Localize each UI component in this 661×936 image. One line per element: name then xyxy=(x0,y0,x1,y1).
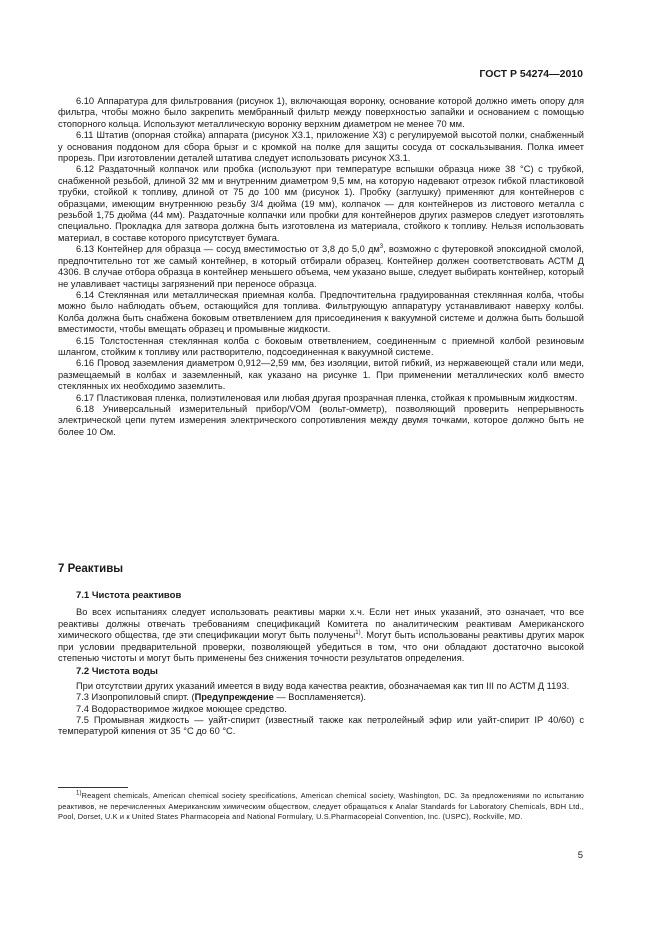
paragraph-7-1 xyxy=(58,607,584,664)
paragraph-6-18: 6.18 Универсальный измерительный прибор/VOM (вольт-омметр), позволяющий проверить непрерывность электрической цепи путем измерения электрического сопротивления между двумя точками, которое должно быть не более 10 Ом. xyxy=(58,403,584,437)
footnote-text-line xyxy=(58,791,584,823)
footnote-divider xyxy=(58,787,128,788)
paragraph-7-1-part-b: . Могут быть использованы реактивы других марок при условии предварительной проверки, позволяющей убедиться в том, что они обладают достаточно высокой степенью чистоты и могут быть применены без снижения точности результатов определения. xyxy=(58,630,585,664)
section-7-title: 7 Реактивы xyxy=(58,563,124,575)
footnote-text: Reagent chemicals, American chemical society specifications, American chemical society, Washington, DC. За предложениями по испытанию реактивов, не перечисленных Американским химическим обществом, следует обращаться к Analar Standards for Laboratory Chemicals, BDH Ltd., Pool, Dorset, U.K и к United States Pharmacopeia and National Formulary, U.S.Pharmacopeial Convention, Inc. (USPC), Rockville, MD. xyxy=(58,791,584,822)
paragraph-7-3-part-b: — Воспламеняется). xyxy=(273,692,367,703)
footnote xyxy=(58,791,584,823)
paragraph-6-16: 6.16 Провод заземления диаметром 0,912—2,59 мм, без изоляции, витой гибкий, из нержавеющей стали или меди, размещаемый в колбах и заземленный, как указано на рисунке 1. При применении металлических колб вместо стеклянных их необходимо заземлить. xyxy=(58,358,584,392)
subsection-7-2-title: 7.2 Чистота воды xyxy=(76,666,158,678)
paragraph-7-1-part-a: Во всех испытаниях следует использовать реактивы марки х.ч. Если нет иных указаний, это означает, что все реактивы должны отвечать требованиям спецификаций Комитета по аналитическим реактивам Американского химического общества, где эти спецификации могут быть получены xyxy=(58,607,584,641)
paragraph-6-13 xyxy=(58,244,584,290)
document-header: ГОСТ Р 54274—2010 xyxy=(479,68,583,80)
paragraph-6-11: 6.11 Штатив (опорная стойка) аппарата (рисунок Х3.1, приложение Х3) с регулируемой высотой полки, снабженный у основания поддоном для сбора брызг и с кромкой на полке для защиты сосуда от соскальзывания. Полка имеет прорезь. При изготовлении деталей штатива следует использовать рисунок Х3.1. xyxy=(58,130,584,164)
paragraph-6-14: 6.14 Стеклянная или металлическая приемная колба. Предпочтительна градуированная стеклянная колба, чтобы можно было наблюдать объем, остающийся для топлива. Фильтрующую аппаратуру устанавливают наверху колбы. Колба должна быть снабжена боковым ответвлением для присоединения к вакуумной системе и должна быть большой вместимости, чтобы вмещать образец и промывные жидкости. xyxy=(58,289,584,335)
section-6-body xyxy=(58,96,584,438)
page-number: 5 xyxy=(577,850,583,861)
footnote-ref: 1) xyxy=(355,630,361,637)
paragraph-6-10: 6.10 Аппаратура для фильтрования (рисунок 1), включающая воронку, основание которой должно иметь опору для фильтра, чтобы можно было закрепить мембранный фильтр между поверхностью запайки и основанием с помощью стопорного кольца. Используют металлическую воронку верхним диаметром не менее 70 мм. xyxy=(58,96,584,129)
paragraph-7-2: При отсутствии других указаний имеется в виду вода качества реактив, обозначаемая как тип III по АСТМ Д 1193. xyxy=(76,680,570,691)
paragraph-6-12: 6.12 Раздаточный колпачок или пробка (используют при температуре вспышки образца ниже 38 °C) с трубкой, снабженной резьбой, длиной 32 мм и внутренним диаметром 9,5 мм, на которую надевают отрезок гибкой пластиковой трубки, стойкой к топливу, длиной от 75 до 100 мм (рисунок 1). Пробку (заглушку) применяют для контейнеров с образцами, имеющим внутреннюю резьбу 3/4 дюйма (19 мм), колпачок — для контейнеров из листового металла с резьбой 1,75 дюйма (44 мм). Раздаточные колпачки или пробки для контейнеров других размеров следует изготовлять специально. Прокладка для затвора должна быть изготовлена из материала, стойкого к топливу. Нельзя использовать материал, в составе которого присутствует бумага. xyxy=(58,164,584,243)
paragraph-6-15: 6.15 Толстостенная стеклянная колба с боковым ответвлением, соединенным с приемной колбой резиновым шлангом, стойким к топливу или растворителю, подсоединенная к вакуумной системе. xyxy=(58,335,584,357)
subsection-7-1-title: 7.1 Чистота реактивов xyxy=(76,590,182,601)
paragraph-7-3-part-a: 7.3 Изопропиловый спирт. ( xyxy=(76,692,195,703)
warning-label: Предупреждение xyxy=(194,692,274,703)
paragraph-7-3 xyxy=(58,692,584,703)
paragraph-7-5: 7.5 Промывная жидкость — уайт-спирит (известный также как петролейный эфир или уайт-спирит IP 40/60) с температурой кипения от 35 °C до 60 °C. xyxy=(58,715,584,737)
footnote-marker: 1) xyxy=(76,790,82,797)
paragraph-6-13-part-a: 6.13 Контейнер для образца — сосуд вместимостью от 3,8 до 5,0 дм xyxy=(76,244,380,255)
paragraph-6-17: 6.17 Пластиковая пленка, полиэтиленовая или любая другая прозрачная пленка, стойкая к промывным жидкостям. xyxy=(76,392,578,403)
section-7-body xyxy=(58,590,584,738)
paragraph-6-13-part-b: , возможно с футеровкой эпоксидной смолой, предпочтительно тот же самый контейнер, в который отбирали образец. Контейнер должен соответствовать АСТМ Д 4306. В случае отбора образца в контейнер меньшего объема, чем указано выше, следует выбирать контейнер, который не улавливает частицы загрязнений при переносе образца. xyxy=(58,244,584,289)
superscript-3: 3 xyxy=(379,244,384,251)
paragraph-7-4: 7.4 Водорастворимое жидкое моющее средство. xyxy=(76,703,287,714)
